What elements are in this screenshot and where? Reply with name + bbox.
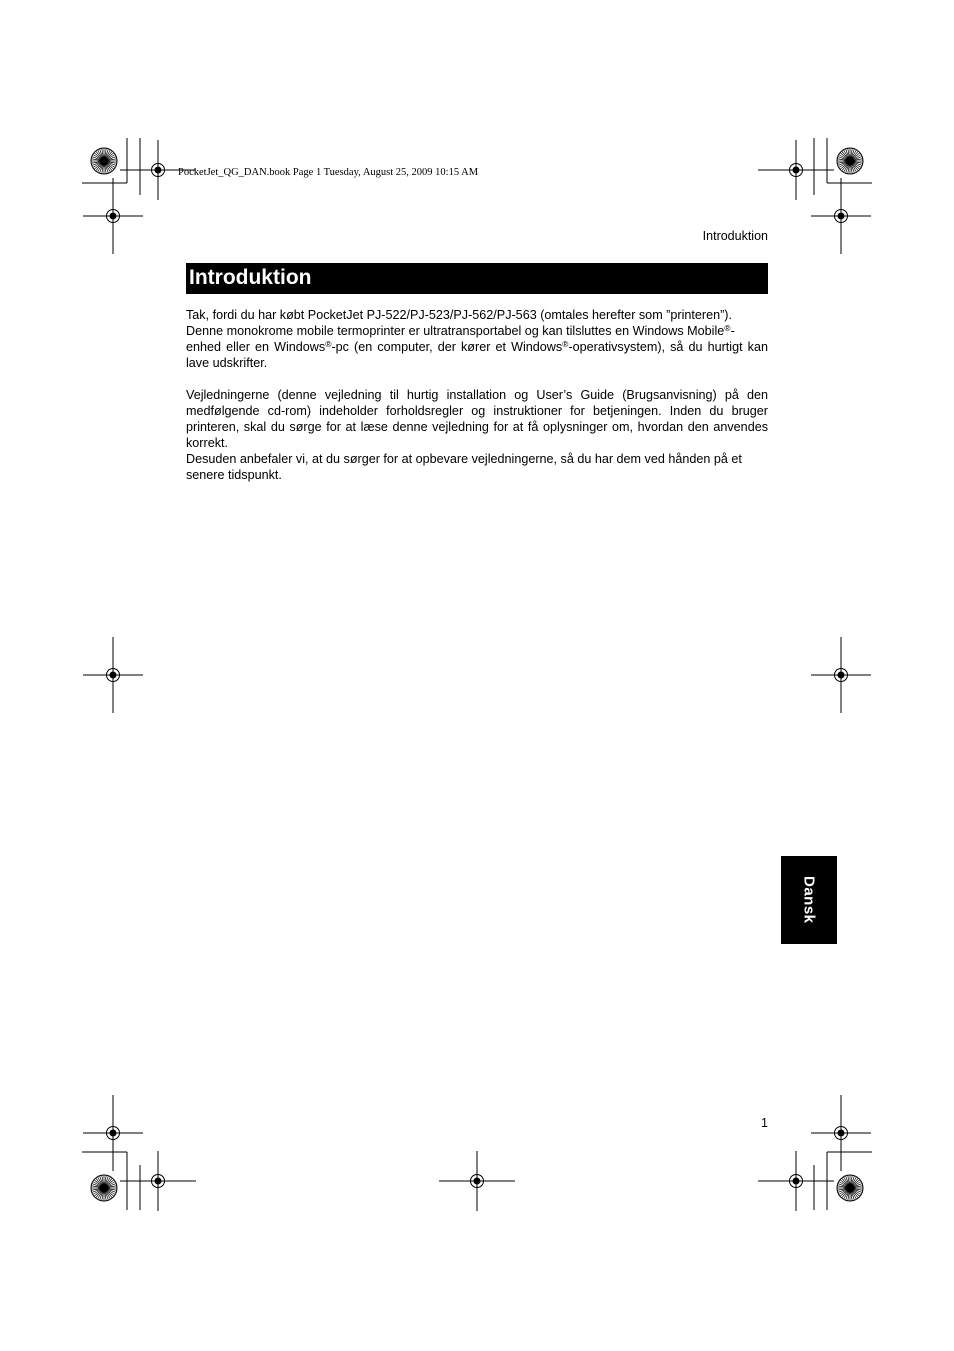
body-text [186,307,768,483]
running-head: Introduktion [702,229,768,243]
registration-dot [838,213,844,219]
registration-dot [155,167,161,173]
language-tab-label: Dansk [800,876,818,924]
registered-mark: ® [325,339,332,349]
registration-dot [110,213,116,219]
intro-paragraph [186,307,768,371]
registration-dot [110,1130,116,1136]
registration-dot [474,1178,480,1184]
intro-line-3a: enhed eller en Windows [186,340,326,354]
star-center [846,1184,854,1192]
intro-line-3b: -pc (en computer, der kører et Windows [331,340,563,354]
print-info-slug: PocketJet_QG_DAN.book Page 1 Tuesday, August 25, 2009 10:15 AM [178,167,479,178]
intro-line-2-end: - [730,324,735,338]
star-center [100,1184,108,1192]
intro-line-3c: -operativsystem), så du hurtigt kan lave udskrifter. [186,340,768,370]
intro-line-1: Tak, fordi du har købt PocketJet PJ-522/PJ-523/PJ-562/PJ-563 (omtales herefter som ”printeren”). [186,308,732,322]
registration-dot [838,1130,844,1136]
page-number: 1 [761,1116,768,1130]
language-tab [781,856,837,944]
star-center [846,157,854,165]
registration-dot [155,1178,161,1184]
section-title: Introduktion [186,263,768,294]
registered-mark: ® [724,323,731,333]
registration-dot [110,672,116,678]
storage-paragraph: Desuden anbefaler vi, at du sørger for at opbevare vejledningerne, så du har dem ved hånden på et senere tidspunkt. [186,452,742,482]
star-center [100,157,108,165]
registration-dot [793,167,799,173]
registration-dot [838,672,844,678]
guides-paragraph: Vejledningerne (denne vejledning til hurtig installation og User’s Guide (Brugsanvisning) på den medfølgende cd-rom) indeholder forholdsregler og instruktioner for betjeningen. Inden du bruger printeren, skal du sørge for at læse denne vejledning for at få oplysninger om, hvordan den anvendes korrekt. [186,388,768,450]
registration-dot [793,1178,799,1184]
intro-line-2: Denne monokrome mobile termoprinter er ultratransportabel og kan tilsluttes en Windows Mobile [186,324,725,338]
registered-mark: ® [562,339,569,349]
